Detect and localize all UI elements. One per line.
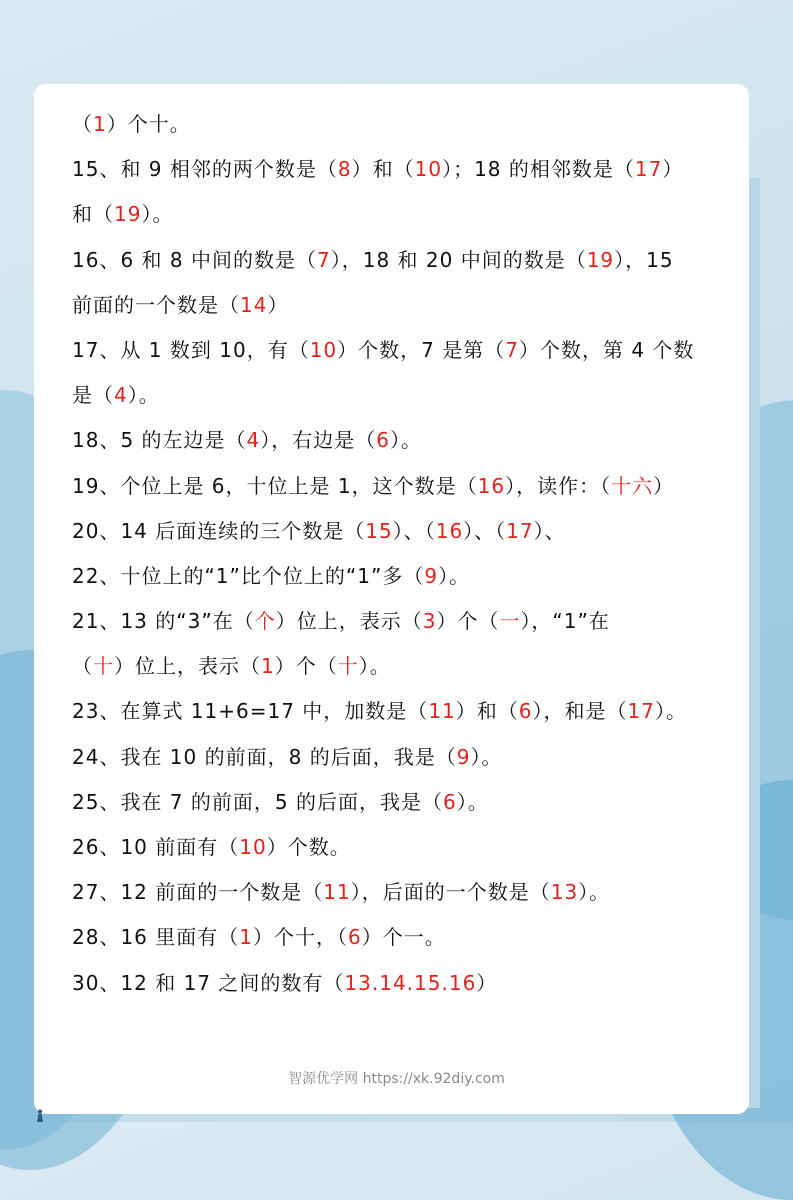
line-2: 和（19）。 bbox=[72, 202, 174, 227]
card-shadow-strip bbox=[748, 178, 760, 1108]
answer: 十 bbox=[337, 654, 359, 679]
answer: 6 bbox=[376, 428, 390, 453]
answer: 一 bbox=[499, 609, 521, 634]
line-13: 23、在算式 11+6=17 中，加数是（11）和（6），和是（17）。 bbox=[72, 699, 687, 724]
line-17: 27、12 前面的一个数是（11），后面的一个数是（13）。 bbox=[72, 880, 611, 905]
answer: 7 bbox=[316, 247, 331, 272]
line-19: 30、12 和 17 之间的数有（13.14.15.16） bbox=[72, 970, 498, 995]
answer: 8 bbox=[337, 157, 352, 182]
line-0: （1）个十。 bbox=[72, 112, 191, 136]
answer: 个 bbox=[254, 609, 276, 634]
line-9: 20、14 后面连续的三个数是（15）、（16）、（17）、 bbox=[72, 518, 566, 543]
line-18: 28、16 里面有（1）个十，（6）个一。 bbox=[72, 925, 446, 950]
answer: 6 bbox=[348, 925, 362, 950]
answer: 十 bbox=[93, 654, 114, 679]
line-4: 前面的一个数是（14） bbox=[72, 292, 289, 317]
answer: 1 bbox=[261, 654, 275, 679]
answer: 10 bbox=[239, 835, 267, 859]
line-3: 16、6 和 8 中间的数是（7），18 和 20 中间的数是（19），15 bbox=[72, 247, 674, 272]
answer: 16 bbox=[477, 473, 506, 498]
answer: 6 bbox=[518, 699, 533, 724]
line-1: 15、和 9 相邻的两个数是（8）和（10）；18 的相邻数是（17） bbox=[72, 157, 684, 182]
answer: 1 bbox=[239, 925, 253, 950]
answer: 16 bbox=[435, 518, 464, 543]
answer: 11 bbox=[428, 699, 456, 724]
answer: 十六 bbox=[611, 473, 654, 498]
answer: 6 bbox=[442, 789, 457, 814]
answer: 14 bbox=[240, 292, 268, 317]
answer: 13.14.15.16 bbox=[344, 970, 477, 995]
answer: 17 bbox=[627, 699, 655, 724]
answer: 11 bbox=[323, 880, 351, 905]
answer: 9 bbox=[456, 744, 471, 769]
line-8: 19、个位上是 6，十位上是 1，这个数是（16），读作：（十六） bbox=[72, 473, 675, 498]
line-12: （十）位上，表示（1）个（十）。 bbox=[72, 654, 391, 679]
site-footer: 智源优学网 https://xk.92diy.com bbox=[288, 1071, 505, 1087]
line-5: 17、从 1 数到 10，有（10）个数，7 是第（7）个数，第 4 个数 bbox=[72, 337, 695, 362]
line-15: 25、我在 7 的前面，5 的后面，我是（6）。 bbox=[72, 789, 489, 814]
question-list bbox=[72, 102, 732, 1006]
line-6: 是（4）。 bbox=[72, 383, 160, 408]
line-16: 26、10 前面有（10）个数。 bbox=[72, 835, 351, 859]
answer: 19 bbox=[586, 247, 615, 272]
answer: 1 bbox=[93, 112, 107, 136]
answer: 7 bbox=[505, 337, 519, 362]
answer: 10 bbox=[414, 157, 443, 182]
answer: 19 bbox=[114, 202, 142, 227]
line-10: 22、十位上的“1”比个位上的“1”多（9）。 bbox=[72, 563, 471, 588]
answer: 15 bbox=[365, 518, 393, 543]
answer: 3 bbox=[422, 609, 437, 634]
answer: 10 bbox=[309, 337, 338, 362]
person-icon bbox=[36, 1109, 44, 1122]
line-7: 18、5 的左边是（4），右边是（6）。 bbox=[72, 428, 422, 453]
answer: 4 bbox=[246, 428, 261, 453]
line-14: 24、我在 10 的前面，8 的后面，我是（9）。 bbox=[72, 744, 503, 769]
answer: 17 bbox=[634, 157, 663, 182]
answer: 4 bbox=[114, 383, 128, 408]
answer: 9 bbox=[424, 563, 439, 588]
answer: 13 bbox=[550, 880, 579, 905]
line-11: 21、13 的“3”在（个）位上，表示（3）个（一），“1”在 bbox=[72, 609, 610, 634]
answer: 17 bbox=[506, 518, 534, 543]
